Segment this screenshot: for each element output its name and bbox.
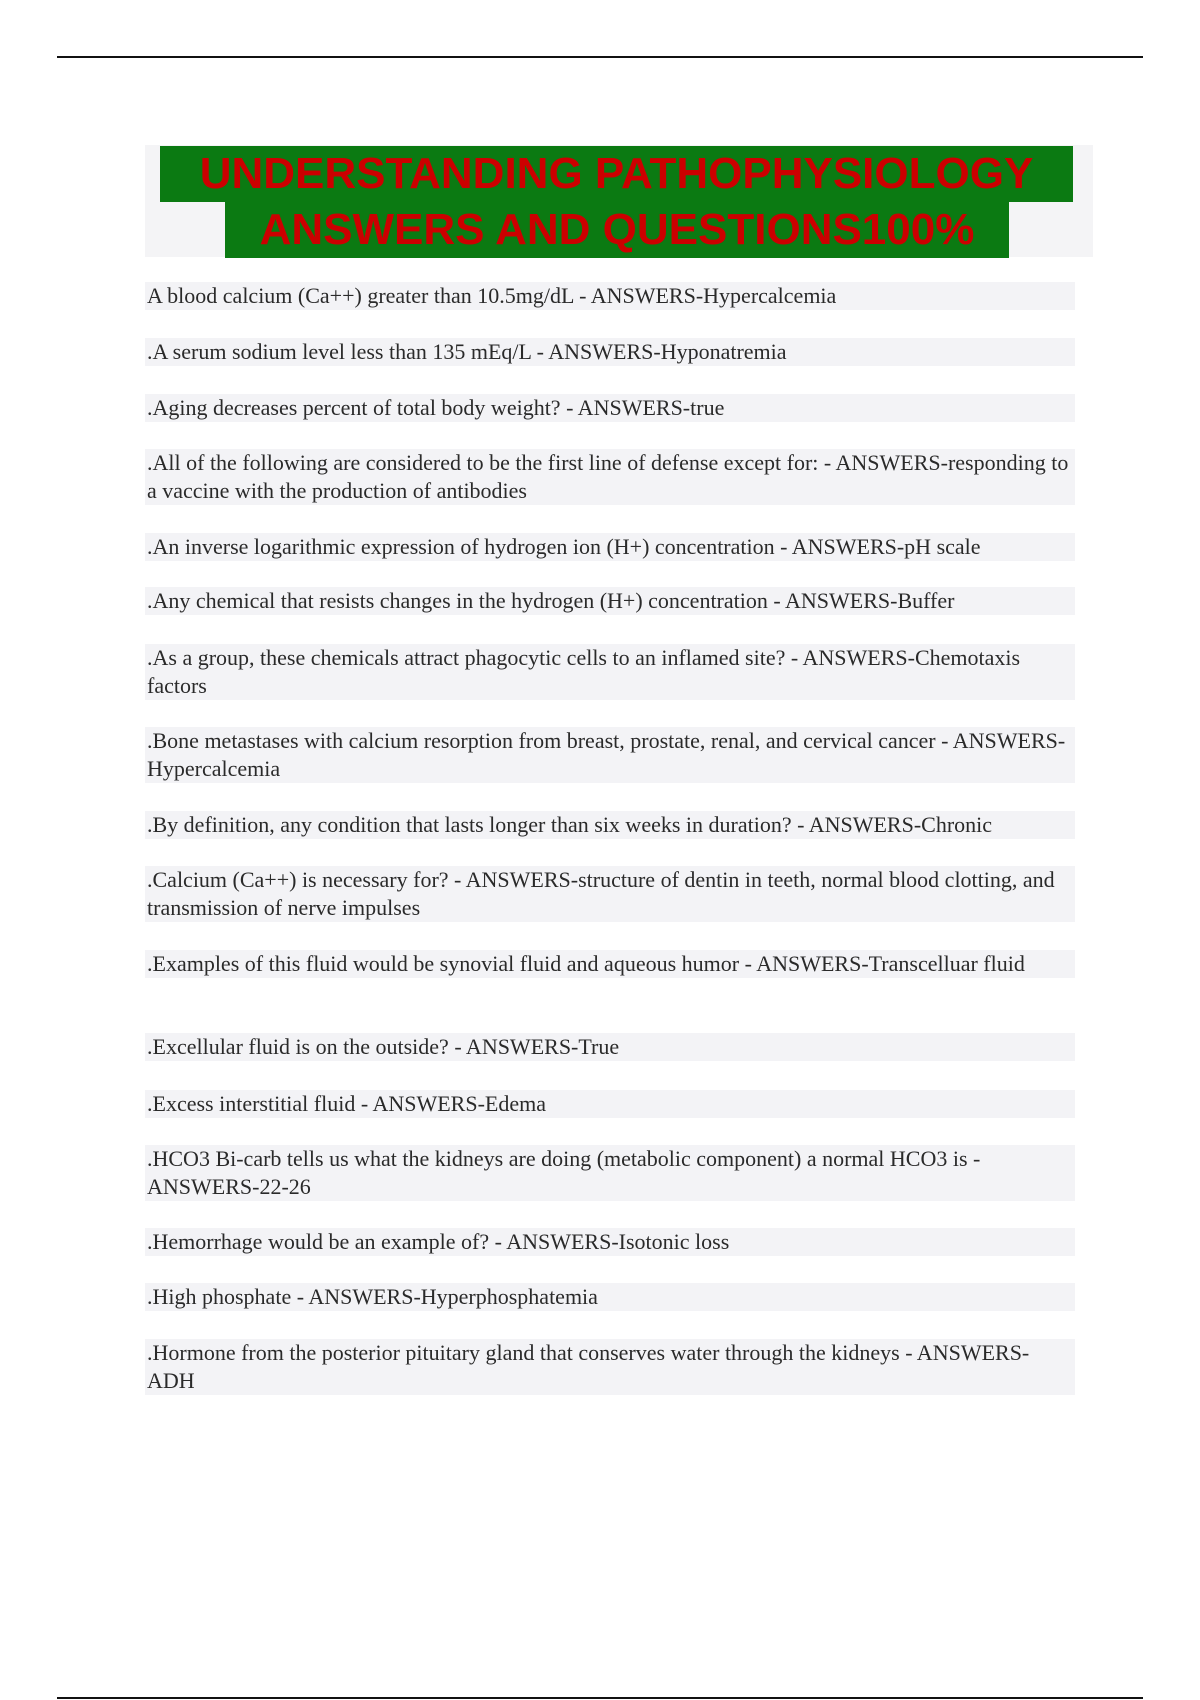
qa-item: .As a group, these chemicals attract phagocytic cells to an inflamed site? - ANSWERS-Chemotaxis factors (145, 644, 1075, 700)
qa-item: .Bone metastases with calcium resorption from breast, prostate, renal, and cervical cancer - ANSWERS-Hypercalcemia (145, 727, 1075, 783)
qa-item: .All of the following are considered to be the first line of defense except for: - ANSWERS-responding to a vaccine with the production of antibodies (145, 449, 1075, 505)
document-title-line-2: ANSWERS AND QUESTIONS100% (225, 202, 1009, 258)
qa-item: .Examples of this fluid would be synovial fluid and aqueous humor - ANSWERS-Transcelluar fluid (145, 950, 1075, 978)
qa-item: .An inverse logarithmic expression of hydrogen ion (H+) concentration - ANSWERS-pH scale (145, 533, 1075, 561)
qa-item: .Hormone from the posterior pituitary gland that conserves water through the kidneys - ANSWERS-ADH (145, 1339, 1075, 1395)
bottom-rule (57, 1697, 1143, 1699)
qa-item: .By definition, any condition that lasts longer than six weeks in duration? - ANSWERS-Chronic (145, 811, 1075, 839)
qa-item: .Aging decreases percent of total body weight? - ANSWERS-true (145, 394, 1075, 422)
qa-item: .Excess interstitial fluid - ANSWERS-Edema (145, 1090, 1075, 1118)
qa-item: .HCO3 Bi-carb tells us what the kidneys are doing (metabolic component) a normal HCO3 is - ANSWERS-22-26 (145, 1145, 1075, 1201)
top-rule (57, 56, 1143, 58)
qa-item: .A serum sodium level less than 135 mEq/L - ANSWERS-Hyponatremia (145, 338, 1075, 366)
qa-item: .Excellular fluid is on the outside? - ANSWERS-True (145, 1033, 1075, 1061)
qa-item: .Hemorrhage would be an example of? - ANSWERS-Isotonic loss (145, 1228, 1075, 1256)
qa-item: .Any chemical that resists changes in the hydrogen (H+) concentration - ANSWERS-Buffer (145, 587, 1075, 615)
qa-item: .Calcium (Ca++) is necessary for? - ANSWERS-structure of dentin in teeth, normal blood clotting, and transmission of nerve impulses (145, 866, 1075, 922)
qa-item: A blood calcium (Ca++) greater than 10.5mg/dL - ANSWERS-Hypercalcemia (145, 282, 1075, 310)
document-title-line-1: UNDERSTANDING PATHOPHYSIOLOGY (160, 146, 1073, 202)
qa-item: .High phosphate - ANSWERS-Hyperphosphatemia (145, 1283, 1075, 1311)
